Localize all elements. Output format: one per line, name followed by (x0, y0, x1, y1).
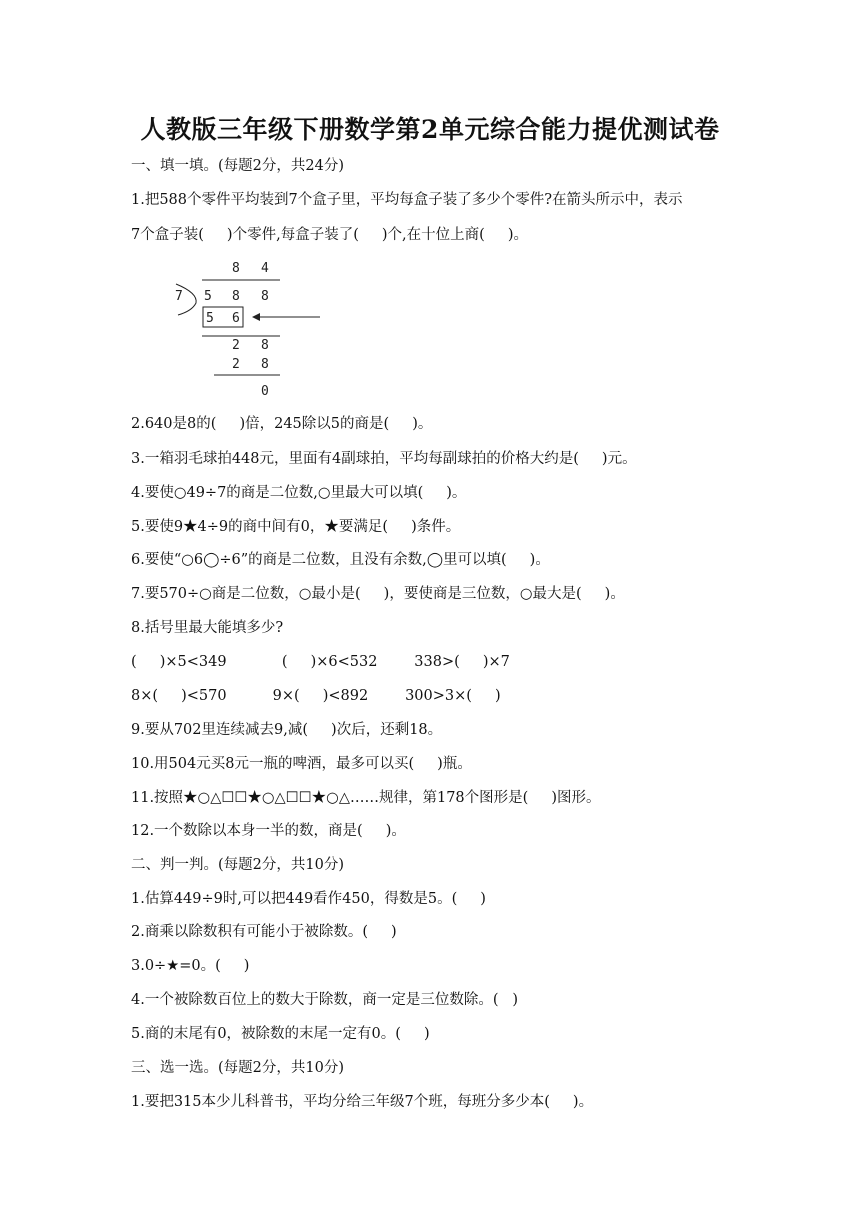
question-1-8-row-1: ( )×5<349 ( )×6<532 338>( )×7 (131, 654, 510, 670)
question-1-1-line-2: 7个盒子装( )个零件,每盒子装了( )个,在十位上商( )。 (131, 227, 529, 243)
question-1-2: 2.640是8的( )倍，245除以5的商是( )。 (131, 416, 433, 432)
quotient-digit: 4 (261, 261, 269, 276)
question-1-8: 8.括号里最大能填多少? (131, 620, 284, 636)
long-division-figure (168, 253, 328, 403)
question-3-1: 1.要把315本少儿科普书，平均分给三年级7个班，每班分多少本( )。 (131, 1094, 594, 1110)
question-1-9: 9.要从702里连续减去9,减( )次后，还剩18。 (131, 722, 443, 738)
section-1-heading: 一、填一填。(每题2分，共24分) (131, 158, 344, 174)
long-division-svg (168, 253, 328, 403)
question-1-7: 7.要570÷○商是二位数，○最小是( )，要使商是三位数，○最大是( )。 (131, 586, 625, 602)
question-1-5: 5.要使9★4÷9的商中间有0，★要满足( )条件。 (131, 519, 461, 535)
question-1-8-row-2: 8×( )<570 9×( )<892 300>3×( ) (131, 688, 501, 704)
step-digit: 6 (232, 311, 240, 326)
quotient-digit: 8 (232, 261, 240, 276)
question-2-5: 5.商的末尾有0，被除数的末尾一定有0。( ) (131, 1026, 430, 1042)
question-1-4: 4.要使○49÷7的商是二位数,○里最大可以填( )。 (131, 485, 467, 501)
dividend-digit: 8 (232, 289, 240, 304)
arrow-left-icon (252, 313, 260, 321)
section-2-heading: 二、判一判。(每题2分，共10分) (131, 857, 344, 873)
question-1-10: 10.用504元买8元一瓶的啤酒，最多可以买( )瓶。 (131, 756, 472, 772)
question-1-11: 11.按照★○△☐☐★○△☐☐★○△……规律，第178个图形是( )图形。 (131, 790, 601, 806)
section-3-heading: 三、选一选。(每题2分，共10分) (131, 1060, 344, 1076)
page-title: 人教版三年级下册数学第2单元综合能力提优测试卷 (140, 115, 720, 144)
remainder-digit: 0 (261, 384, 269, 399)
step-digit: 5 (206, 311, 214, 326)
question-1-3: 3.一箱羽毛球拍448元，里面有4副球拍，平均每副球拍的价格大约是( )元。 (131, 451, 637, 467)
dividend-digit: 8 (261, 289, 269, 304)
question-2-1: 1.估算449÷9时,可以把449看作450，得数是5。( ) (131, 891, 486, 907)
question-2-4: 4.一个被除数百位上的数大于除数，商一定是三位数除。( ) (131, 992, 518, 1008)
step-digit: 2 (232, 338, 240, 353)
divisor-digit: 7 (175, 289, 183, 304)
step-digit: 8 (261, 357, 269, 372)
step-digit: 2 (232, 357, 240, 372)
question-1-12: 12.一个数除以本身一半的数，商是( )。 (131, 823, 406, 839)
dividend-digit: 5 (204, 289, 212, 304)
question-1-1-line-1: 1.把588个零件平均装到7个盒子里，平均每盒子装了多少个零件?在箭头所示中，表示 (131, 192, 683, 208)
question-2-2: 2.商乘以除数积有可能小于被除数。( ) (131, 924, 397, 940)
question-1-6: 6.要使“○6◯÷6”的商是二位数，且没有余数,◯里可以填( )。 (131, 552, 550, 568)
step-digit: 8 (261, 338, 269, 353)
question-2-3: 3.0÷★=0。( ) (131, 958, 250, 974)
